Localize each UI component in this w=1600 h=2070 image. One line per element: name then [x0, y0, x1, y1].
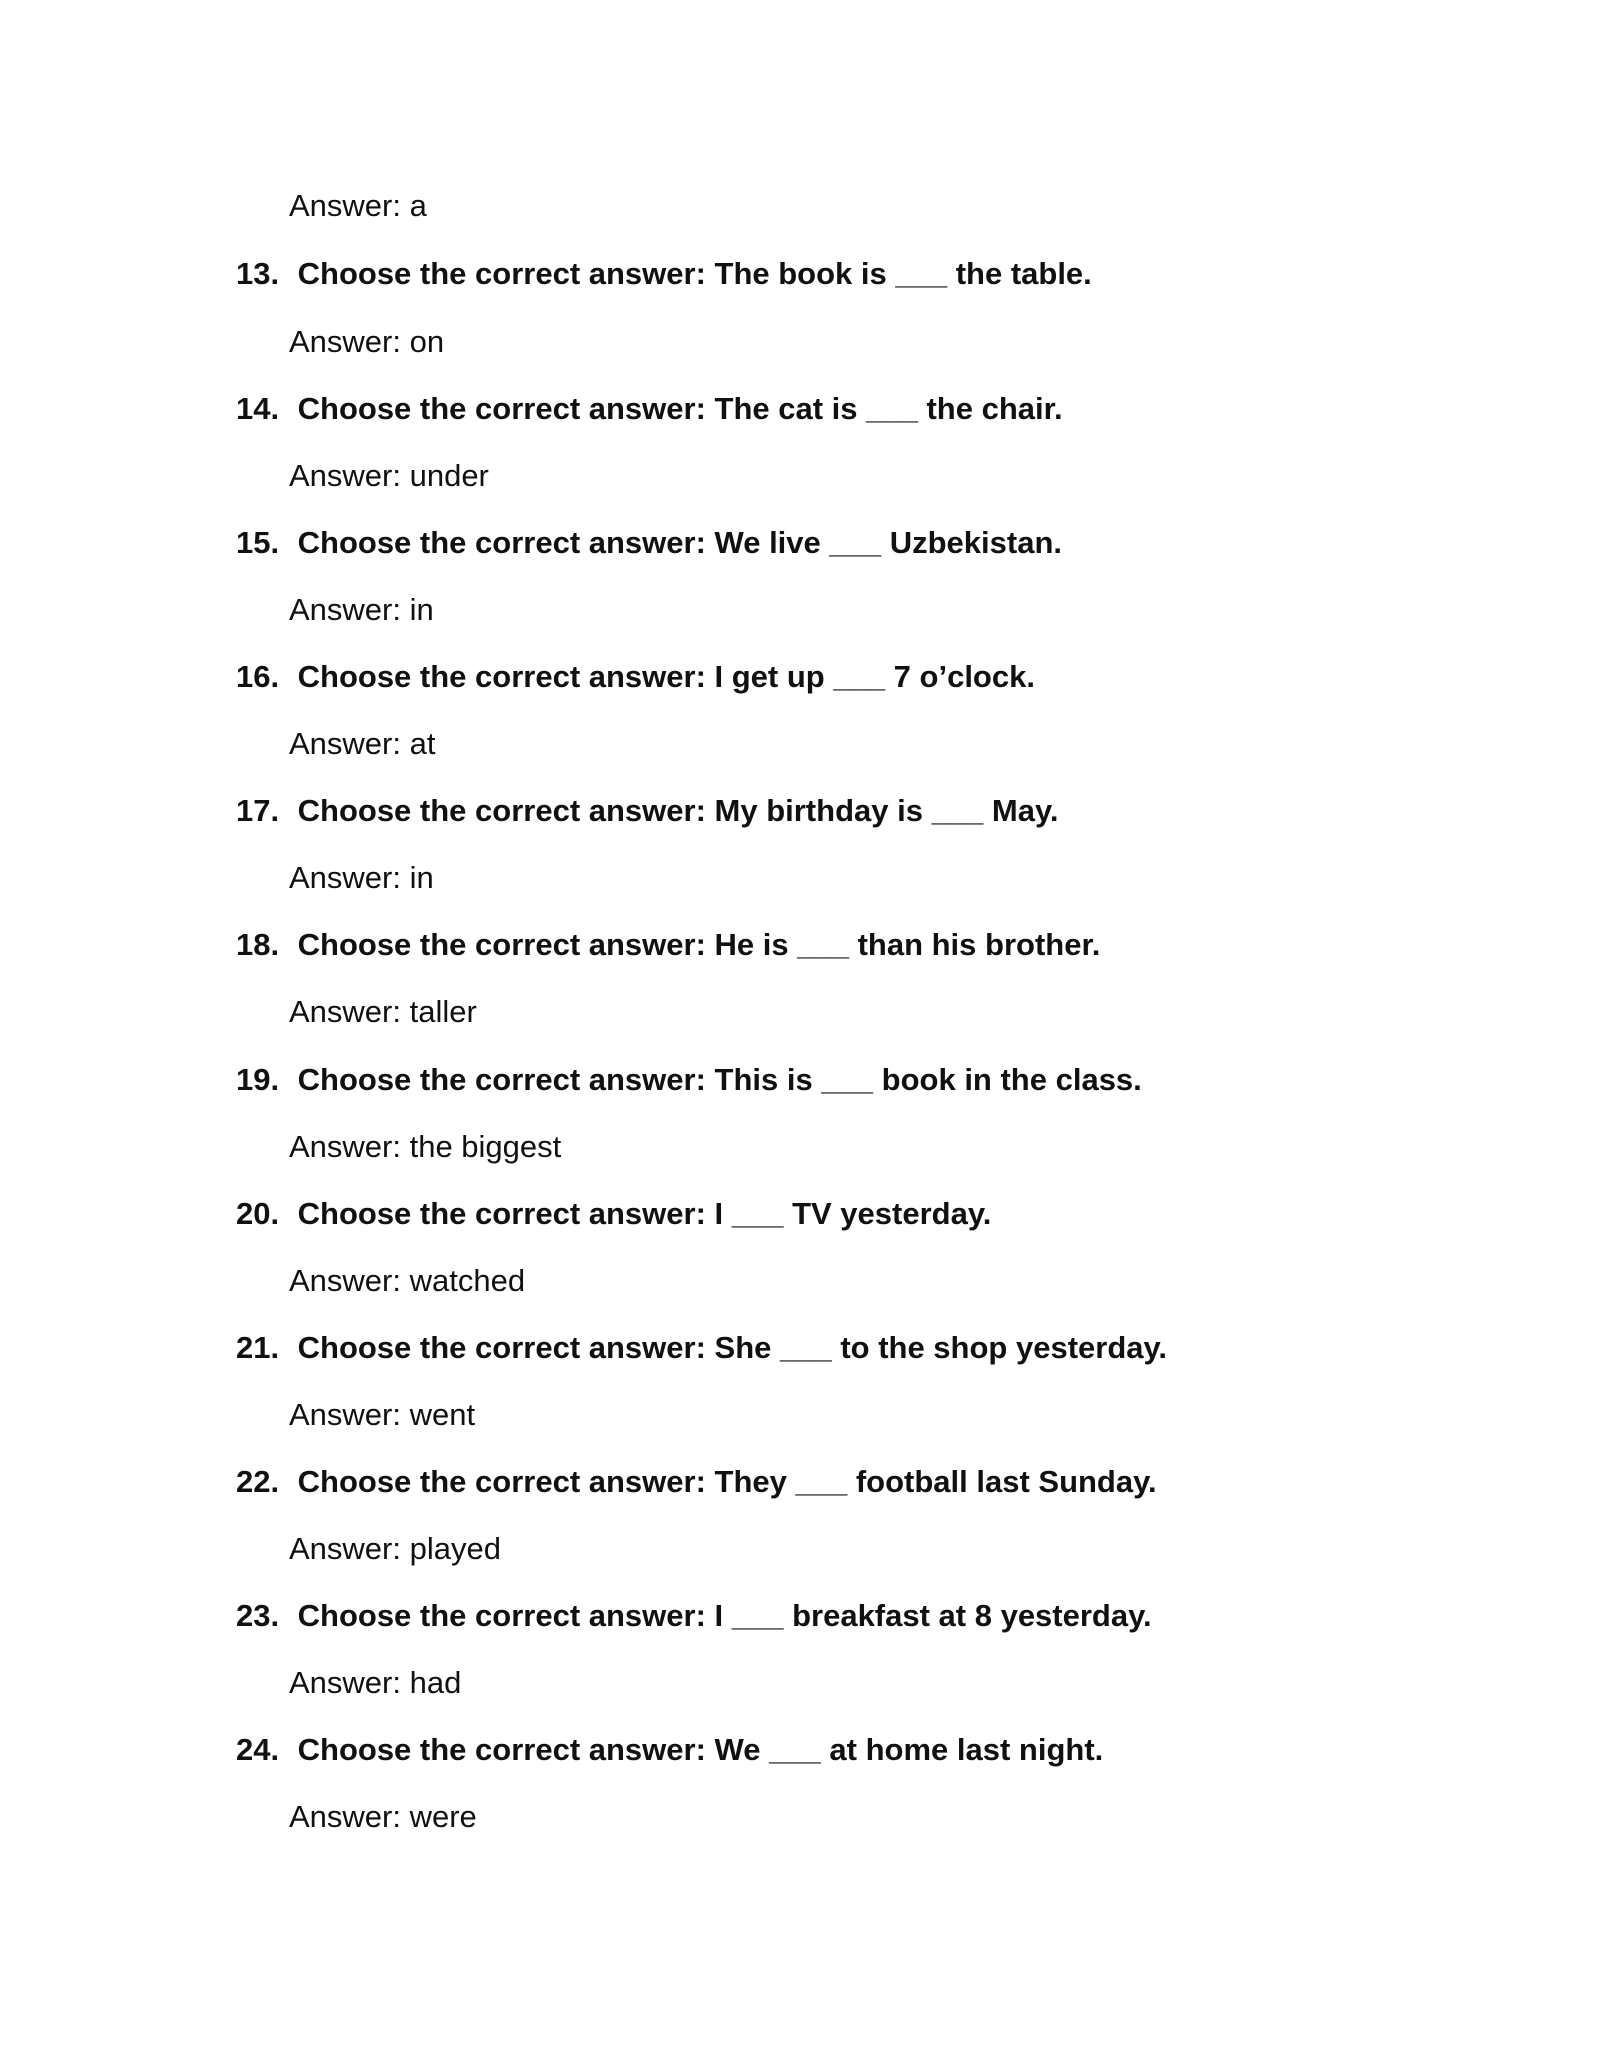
answer-line: Answer: played — [289, 1531, 501, 1566]
question-text: Choose the correct answer: The book is ___ the table. — [297, 256, 1092, 291]
question-line — [236, 523, 1062, 563]
answer-line: Answer: taller — [289, 994, 477, 1029]
question-line — [236, 1194, 991, 1234]
question-number: 22. — [236, 1464, 280, 1499]
answer-line: Answer: at — [289, 726, 436, 761]
question-text: Choose the correct answer: They ___ football last Sunday. — [297, 1464, 1157, 1499]
answer-line: Answer: the biggest — [289, 1129, 562, 1164]
question-number: 17. — [236, 793, 280, 828]
answer-line: Answer: went — [289, 1397, 476, 1432]
question-line — [236, 925, 1100, 965]
answer-line: Answer: in — [289, 592, 434, 627]
question-line — [236, 791, 1059, 831]
question-line — [236, 657, 1035, 697]
question-text: Choose the correct answer: We ___ at home last night. — [297, 1732, 1104, 1767]
question-line — [236, 1596, 1152, 1636]
answer-line: Answer: a — [289, 188, 427, 223]
question-text: Choose the correct answer: The cat is ___ the chair. — [297, 391, 1063, 426]
question-text: Choose the correct answer: I ___ breakfast at 8 yesterday. — [297, 1598, 1152, 1633]
answer-line: Answer: in — [289, 860, 434, 895]
question-text: Choose the correct answer: He is ___ than his brother. — [297, 927, 1101, 962]
question-line — [236, 1060, 1142, 1100]
answer-line: Answer: had — [289, 1665, 462, 1700]
question-number: 14. — [236, 391, 280, 426]
question-line — [236, 1730, 1103, 1770]
question-number: 20. — [236, 1196, 280, 1231]
question-line — [236, 389, 1063, 429]
question-number: 24. — [236, 1732, 280, 1767]
question-number: 18. — [236, 927, 280, 962]
question-number: 19. — [236, 1062, 280, 1097]
question-text: Choose the correct answer: My birthday is ___ May. — [297, 793, 1059, 828]
question-line — [236, 1462, 1157, 1502]
question-text: Choose the correct answer: I ___ TV yesterday. — [297, 1196, 992, 1231]
question-number: 23. — [236, 1598, 280, 1633]
question-number: 16. — [236, 659, 280, 694]
question-text: Choose the correct answer: She ___ to the shop yesterday. — [297, 1330, 1168, 1365]
question-number: 13. — [236, 256, 280, 291]
answer-line: Answer: were — [289, 1799, 477, 1834]
answer-line: Answer: under — [289, 458, 489, 493]
question-text: Choose the correct answer: This is ___ book in the class. — [297, 1062, 1142, 1097]
question-text: Choose the correct answer: We live ___ Uzbekistan. — [297, 525, 1062, 560]
question-line — [236, 1328, 1167, 1368]
question-number: 21. — [236, 1330, 280, 1365]
question-text: Choose the correct answer: I get up ___ 7 o’clock. — [297, 659, 1035, 694]
answer-line: Answer: on — [289, 324, 445, 359]
question-number: 15. — [236, 525, 280, 560]
question-line — [236, 254, 1092, 294]
answer-line: Answer: watched — [289, 1263, 526, 1298]
